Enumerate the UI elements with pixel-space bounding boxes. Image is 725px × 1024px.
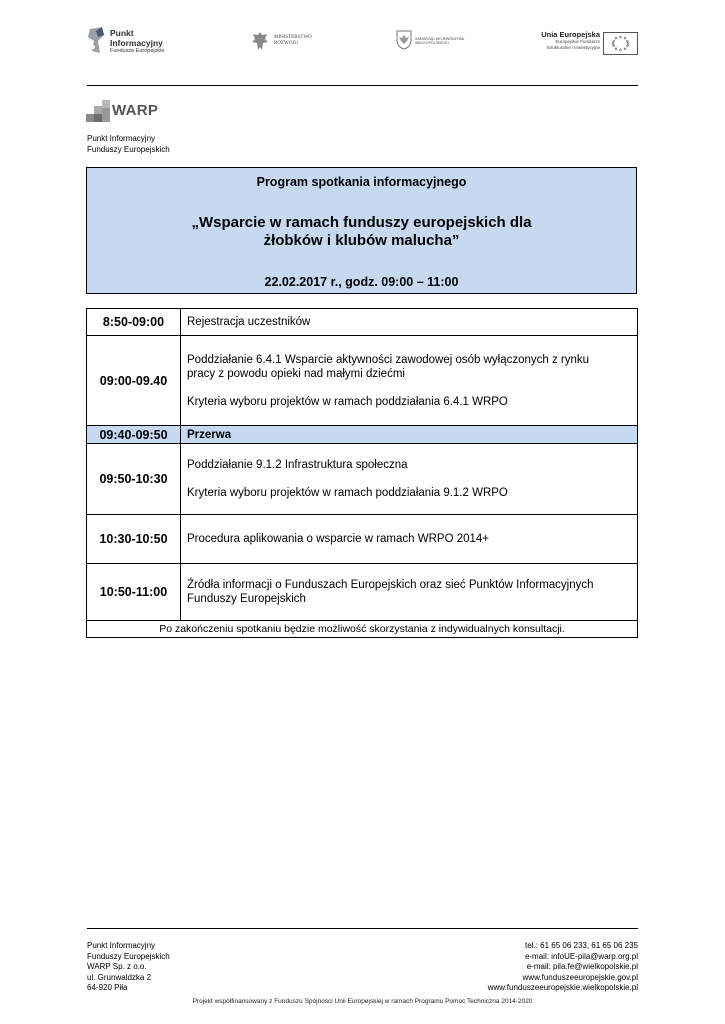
agenda-time: 8:50-09:00 — [87, 309, 181, 336]
agenda-time: 09:40-09:50 — [87, 426, 181, 444]
agenda-row — [87, 564, 638, 621]
program-title-line1: „Wsparcie w ramach funduszy europejskich dla — [191, 214, 532, 231]
footer-address-line: Punkt Informacyjny — [87, 941, 156, 950]
agenda-time: 09:50-10:30 — [87, 444, 181, 515]
agenda-item-text: Kryteria wyboru projektów w ramach poddziałania 9.1.2 WRPO — [187, 487, 508, 499]
region-line1: SAMORZĄD WOJEWÓDZTWA — [415, 37, 465, 41]
org-label — [87, 134, 170, 155]
eu-sub2: Strukturalne i Inwestycyjne — [546, 44, 600, 50]
punkt-informacyjny-logo — [88, 27, 208, 59]
footer-address-line: WARP Sp. z o.o. — [87, 962, 147, 972]
eu-flag-icon — [603, 32, 638, 55]
agenda-item-text: Poddziałanie 9.1.2 Infrastruktura społeczna — [187, 459, 408, 471]
footer-address-line: Funduszy Europejskich — [87, 951, 170, 961]
program-header — [86, 167, 637, 294]
warp-wordmark: WARP — [112, 102, 159, 119]
agenda-footer-row — [87, 621, 638, 638]
agenda-row-break — [87, 426, 638, 444]
org-label-line2: Funduszy Europejskich — [87, 144, 170, 154]
header-divider — [87, 85, 638, 86]
footer-contact — [488, 941, 638, 994]
agenda-row — [87, 515, 638, 564]
agenda-item — [181, 515, 638, 564]
footer-website-link[interactable]: www.funduszeeuropejskie.gov.pl — [522, 972, 638, 982]
agenda-item-text: Procedura aplikowania o wsparcie w ramach WRPO 2014+ — [187, 533, 490, 545]
footer-website-link[interactable]: www.funduszeeuropejskie.wielkopolskie.pl — [487, 983, 638, 993]
agenda-row — [87, 336, 638, 426]
footer-phone: tel.: 61 65 06 233, 61 65 06 235 — [525, 941, 638, 950]
agenda-item-text: Rejestracja uczestników — [187, 316, 311, 328]
program-date: 22.02.2017 r., godz. 09:00 – 11:00 — [264, 275, 459, 289]
agenda-time: 09:00-09.40 — [87, 336, 181, 426]
agenda-row — [87, 444, 638, 515]
agenda-item — [181, 444, 638, 515]
region-line2: WIELKOPOLSKIEGO — [415, 41, 450, 45]
agenda-item — [181, 426, 638, 444]
punkt-logo-line3: Fundusze Europejskie — [110, 48, 165, 54]
region-logo — [396, 30, 486, 52]
org-label-line1: Punkt Informacyjny — [87, 134, 156, 143]
footer-email-link[interactable]: e-mail: pila.fe@wielkopolskie.pl — [526, 962, 638, 972]
agenda-table — [86, 308, 638, 638]
eu-sub1: Europejskie Fundusze — [555, 39, 600, 44]
program-title — [87, 214, 636, 250]
footer-address-line: ul. Grunwaldzka 2 — [87, 972, 152, 982]
ministry-logo — [251, 31, 331, 51]
footer-divider — [87, 928, 638, 929]
agenda-time: 10:30-10:50 — [87, 515, 181, 564]
program-title-line2: żłobków i klubów malucha” — [263, 232, 460, 249]
agenda-item — [181, 336, 638, 426]
agenda-item-text: Funduszy Europejskich — [187, 593, 306, 605]
agenda-time: 10:50-11:00 — [87, 564, 181, 621]
eu-title: Unia Europejska — [541, 30, 600, 39]
program-subtitle: Program spotkania informacyjnego — [256, 175, 467, 189]
punkt-informacyjny-emblem-icon — [88, 27, 106, 55]
agenda-item-text: Poddziałanie 6.4.1 Wsparcie aktywności zawodowej osób wyłączonych z rynku — [187, 353, 590, 366]
agenda-item-text: Przerwa — [187, 428, 232, 441]
cofinance-note: Projekt współfinansowany z Funduszu Spójności Unii Europejskiej w ramach Programu Pomoc Techniczna 2014-2020 — [192, 998, 533, 1005]
agenda-row — [87, 309, 638, 336]
region-shield-icon — [396, 30, 412, 50]
punkt-logo-line2: Informacyjny — [110, 38, 163, 48]
agenda-item-text: Kryteria wyboru projektów w ramach poddziałania 6.4.1 WRPO — [187, 395, 508, 408]
footer-address — [87, 941, 170, 994]
agenda-item-text: Źródła informacji o Funduszach Europejskich oraz sieć Punktów Informacyjnych — [187, 579, 594, 591]
warp-logo — [86, 100, 176, 124]
agenda-footer-note: Po zakończeniu spotkaniu będzie możliwość skorzystania z indywidualnych konsultacji. — [87, 621, 638, 638]
eagle-emblem-icon — [251, 31, 269, 51]
footer-address-line: 64-920 Piła — [87, 983, 128, 993]
ministry-line1: MINISTERSTWO — [274, 35, 312, 40]
eu-logo — [528, 30, 638, 54]
agenda-item — [181, 309, 638, 336]
agenda-item-text: pracy z powodu opieki nad małymi dziećmi — [187, 367, 405, 380]
footer-email-link[interactable]: e-mail: infoUE-pila@warp.org.pl — [524, 951, 638, 961]
punkt-logo-line1: Punkt — [110, 28, 134, 38]
agenda-item — [181, 564, 638, 621]
ministry-line2: ROZWOJU — [274, 41, 298, 46]
